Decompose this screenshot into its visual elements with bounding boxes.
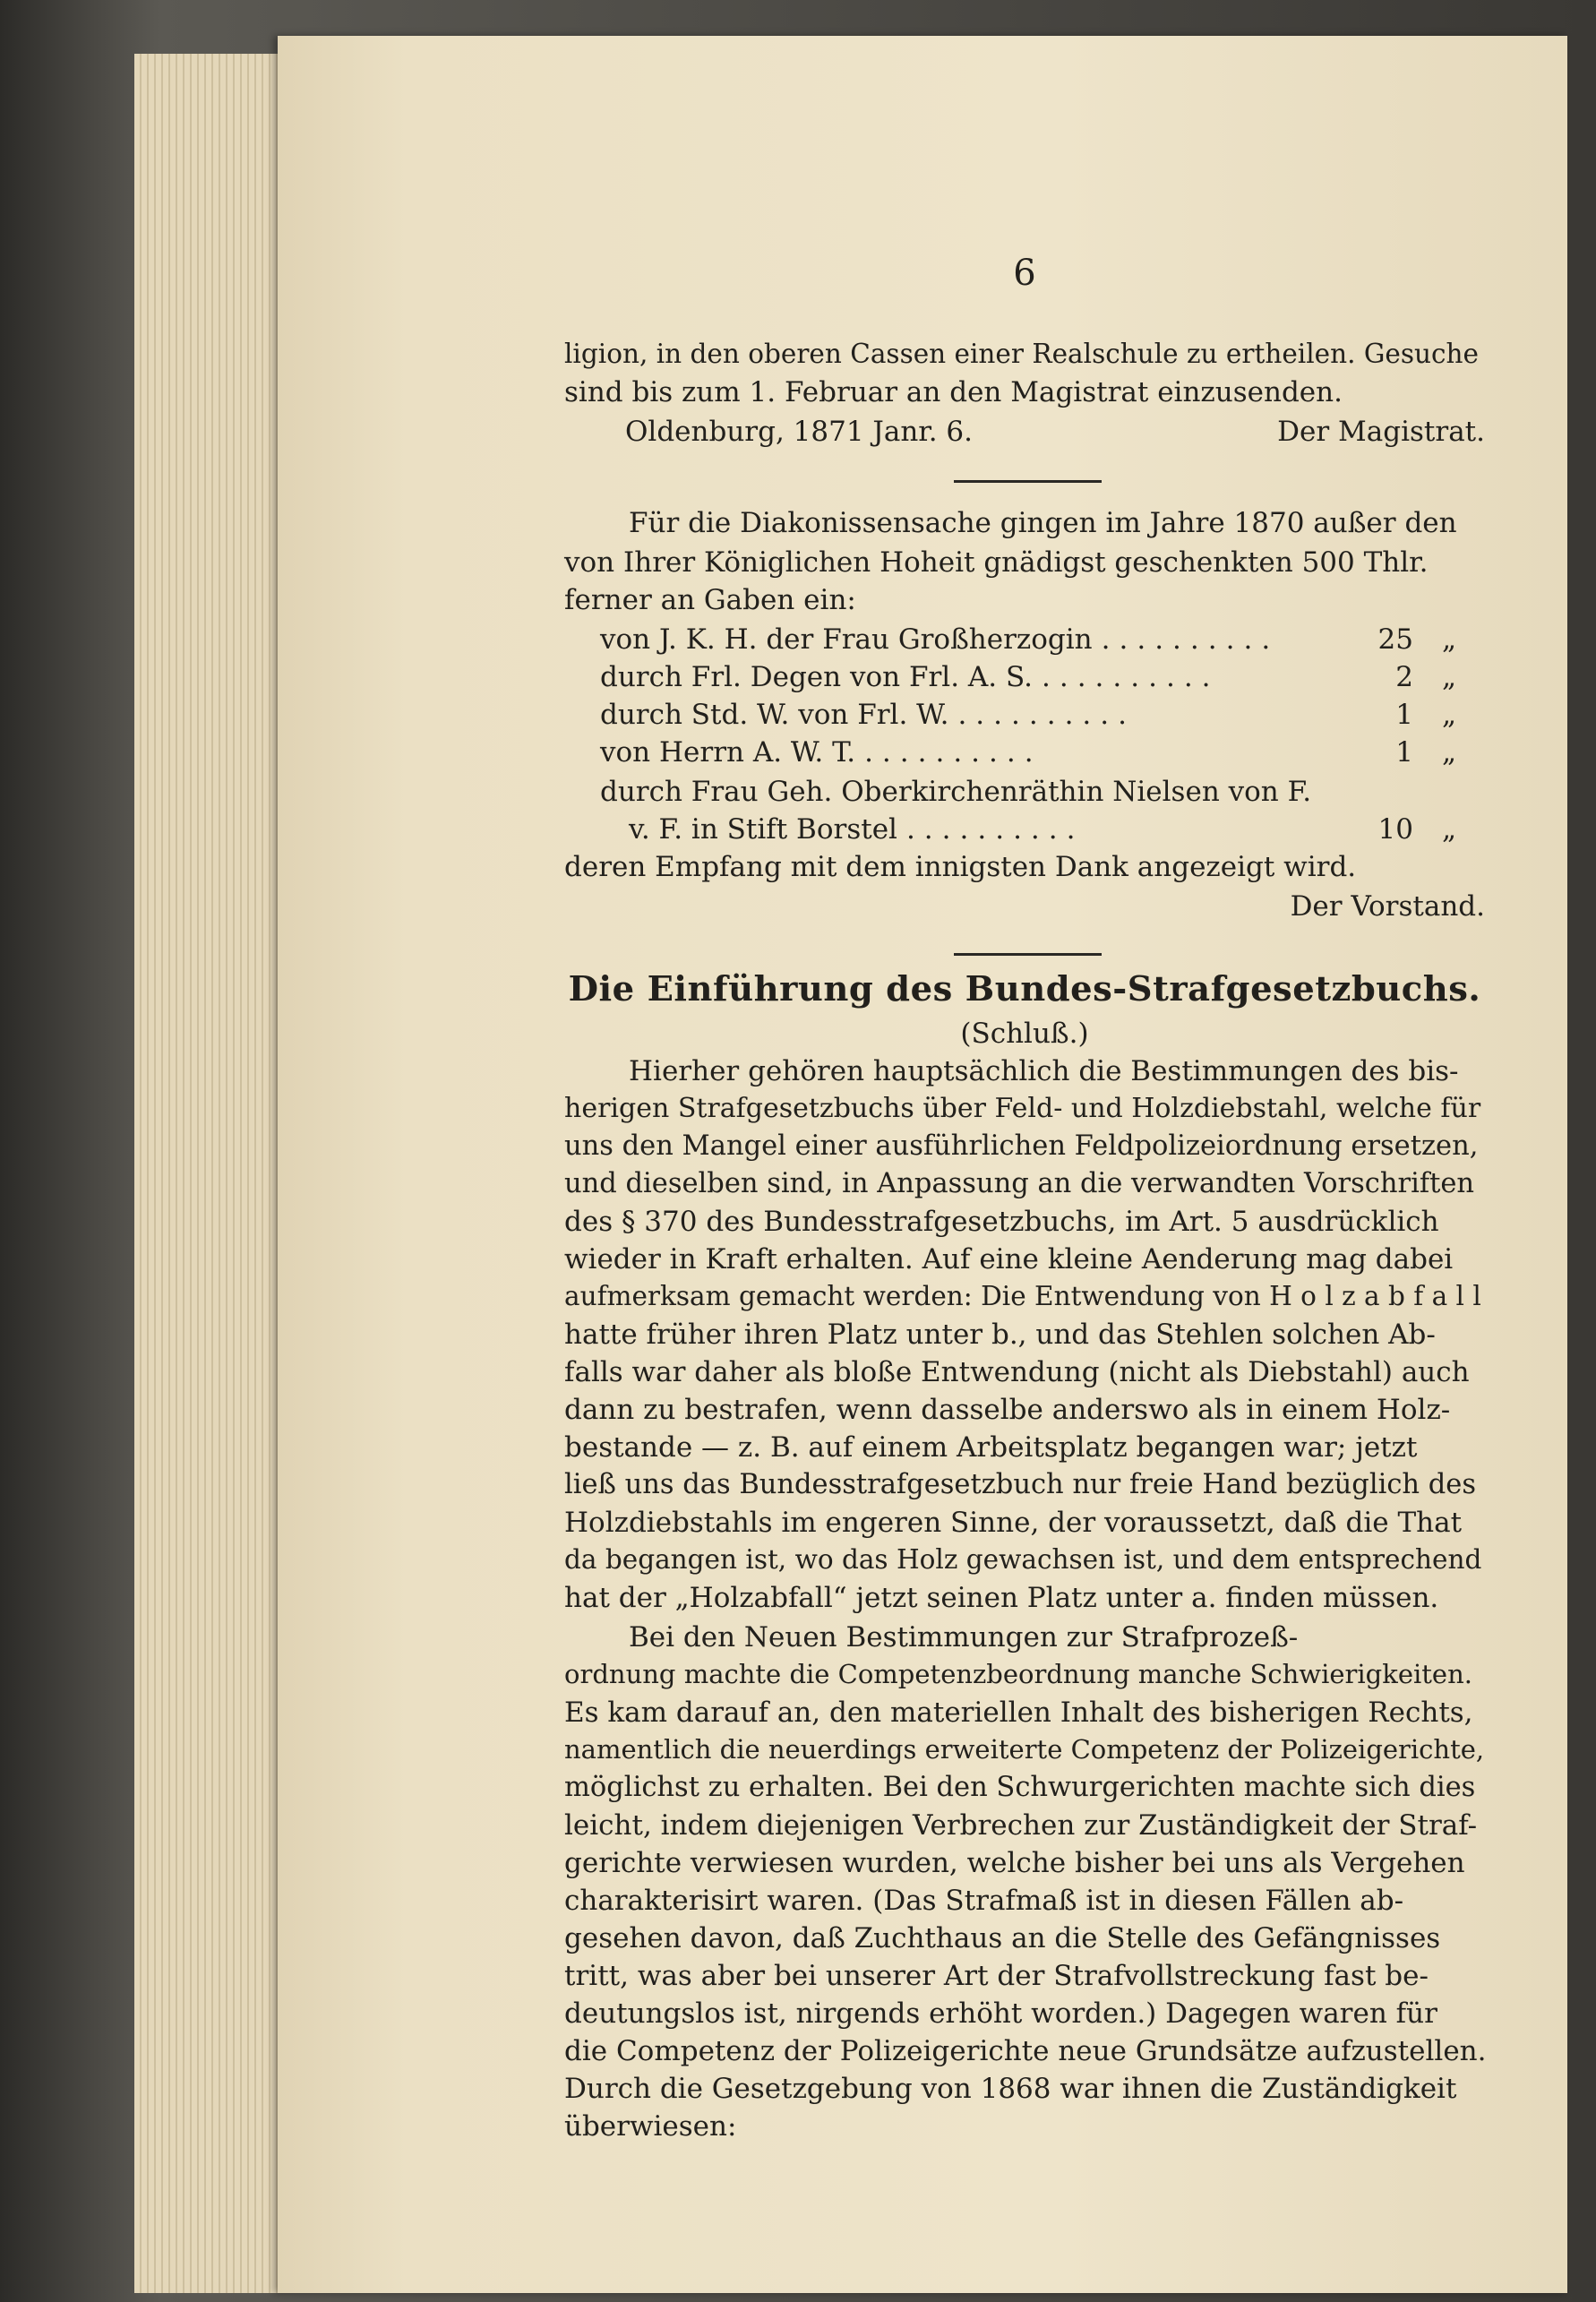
section-divider [954, 480, 1102, 483]
body-line: dann zu bestrafen, wenn dasselbe anderswo als in einem Holz- [564, 1394, 1451, 1426]
body-line: wieder in Kraft erhalten. Auf eine kleine Aenderung mag dabei [564, 1243, 1454, 1276]
donation-item: von J. K. H. der Frau Großherzogin .......... 25 „ [600, 623, 1457, 656]
page-number: 6 [1013, 253, 1036, 294]
book-page [278, 36, 1567, 2293]
body-line: leicht, indem diejenigen Verbrechen zur Zuständigkeit der Straf- [564, 1809, 1478, 1842]
body-line: namentlich die neuerdings erweiterte Competenz der Polizeigerichte, [564, 1734, 1485, 1765]
donation-item: von Herrn A. W. T. .......... 1 „ [600, 736, 1457, 769]
donation-item: durch Frl. Degen von Frl. A. S. .......... 2 „ [600, 661, 1457, 693]
body-line: bestande — z. B. auf einem Arbeitsplatz begangen war; jetzt [564, 1431, 1418, 1464]
body-line: Hierher gehören hauptsächlich die Bestimmungen des bis- [629, 1055, 1459, 1087]
donation-item: durch Std. W. von Frl. W. .......... 1 „ [600, 699, 1457, 731]
body-line: überwiesen: [564, 2110, 737, 2143]
body-line: Durch die Gesetzgebung von 1868 war ihnen die Zuständigkeit [564, 2073, 1457, 2105]
page-edges [134, 54, 296, 2293]
body-line: deutungslos ist, nirgends erhöht worden.) Dagegen waren für [564, 1997, 1437, 2030]
body-line: Holzdiebstahls im engeren Sinne, der voraussetzt, daß die That [564, 1507, 1463, 1539]
intro-footer [564, 416, 1485, 448]
body-line: charakterisirt waren. (Das Strafmaß ist in diesen Fällen ab- [564, 1885, 1404, 1917]
body-line: gerichte verwiesen wurden, welche bisher bei uns als Vergehen [564, 1847, 1465, 1879]
body-line: des § 370 des Bundesstrafgesetzbuchs, im Art. 5 ausdrücklich [564, 1206, 1439, 1238]
body-line: ließ uns das Bundesstrafgesetzbuch nur freie Hand bezüglich des [564, 1469, 1476, 1500]
donation-item: v. F. in Stift Borstel .......... 10 „ [629, 813, 1457, 846]
body-line: tritt, was aber bei unserer Art der Strafvollstreckung fast be- [564, 1960, 1429, 1992]
body-line: herigen Strafgesetzbuchs über Feld- und Holzdiebstahl, welche für [564, 1093, 1481, 1124]
body-line: hatte früher ihren Platz unter b., und das Stehlen solchen Ab- [564, 1318, 1436, 1351]
intro-line-2: sind bis zum 1. Februar an den Magistrat einzusenden. [564, 376, 1343, 408]
vorstand-signature: Der Vorstand. [1290, 890, 1485, 923]
article-subtitle: (Schluß.) [960, 1018, 1089, 1050]
magistrat-signature: Der Magistrat. [1277, 416, 1485, 448]
body-line: uns den Mangel einer ausführlichen Feldpolizeiordnung ersetzen, [564, 1130, 1479, 1162]
body-line: die Competenz der Polizeigerichte neue Grundsätze aufzustellen. [564, 2035, 1487, 2067]
donations-intro-line-2: von Ihrer Königlichen Hoheit gnädigst geschenkten 500 Thlr. [564, 546, 1429, 579]
body-line: gesehen davon, daß Zuchthaus an die Stelle des Gefängnisses [564, 1922, 1441, 1954]
section-divider [954, 953, 1102, 956]
body-line: Es kam darauf an, den materiellen Inhalt des bisherigen Rechts, [564, 1696, 1473, 1729]
intro-line-1: ligion, in den oberen Cassen einer Realschule zu ertheilen. Gesuche [564, 339, 1480, 369]
body-line: und dieselben sind, in Anpassung an die verwandten Vorschriften [564, 1168, 1475, 1199]
body-line: aufmerksam gemacht werden: Die Entwendung von H o l z a b f a l l [564, 1281, 1481, 1311]
article-title: Die Einführung des Bundes-Strafgesetzbuchs. [568, 969, 1481, 1009]
body-line: da begangen ist, wo das Holz gewachsen ist, und dem entsprechend [564, 1544, 1482, 1575]
body-line: falls war daher als bloße Entwendung (nicht als Diebstahl) auch [564, 1356, 1470, 1388]
body-line: Bei den Neuen Bestimmungen zur Strafprozeß- [629, 1621, 1299, 1653]
donation-line-a: durch Frau Geh. Oberkirchenräthin Nielsen von F. [600, 776, 1312, 808]
donations-intro-line-1: Für die Diakonissensache gingen im Jahre 1870 außer den [629, 507, 1457, 539]
body-line: hat der „Holzabfall“ jetzt seinen Platz unter a. finden müssen. [564, 1582, 1439, 1614]
place-date: Oldenburg, 1871 Janr. 6. [625, 416, 973, 448]
donations-closing: deren Empfang mit dem innigsten Dank angezeigt wird. [564, 851, 1357, 883]
body-line: möglichst zu erhalten. Bei den Schwurgerichten machte sich dies [564, 1772, 1476, 1803]
donations-intro-line-3: ferner an Gaben ein: [564, 584, 856, 616]
body-line: ordnung machte die Competenzbeordnung manche Schwierigkeiten. [564, 1659, 1472, 1689]
